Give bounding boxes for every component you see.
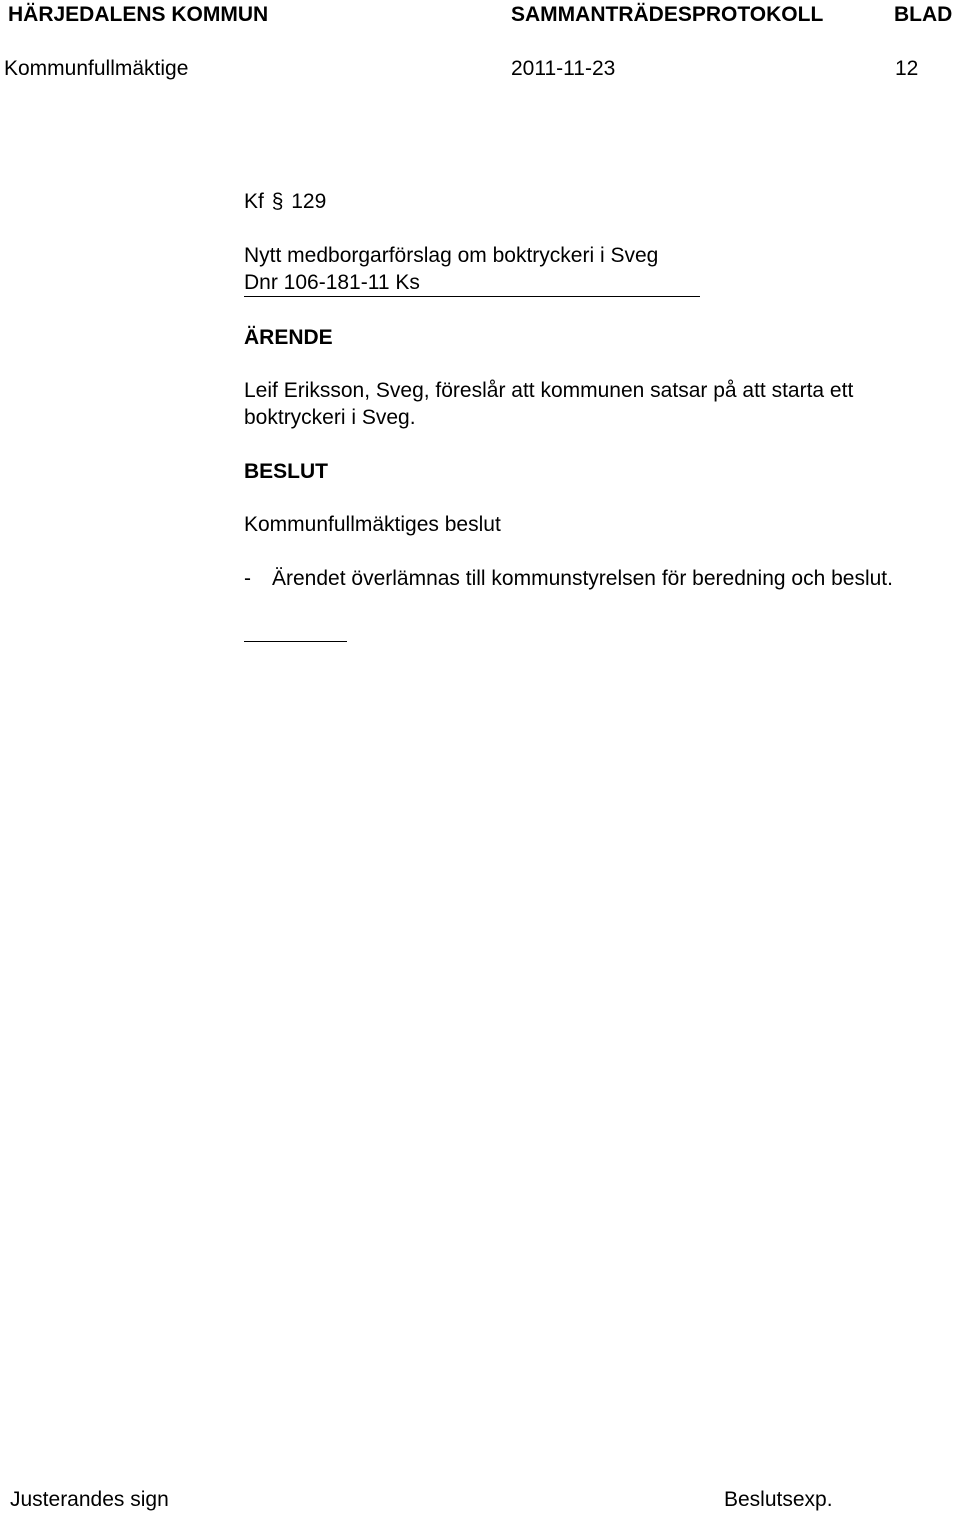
decision-item-text: Ärendet överlämnas till kommunstyrelsen för beredning och beslut. [272,567,893,590]
meeting-date: 2011-11-23 [511,57,616,80]
matter-heading: ÄRENDE [244,326,333,349]
end-of-section-rule [244,641,347,642]
footer-decision-dispatch: Beslutsexp. [724,1488,833,1511]
diary-number: Dnr 106-181-11 Ks [244,271,420,294]
decision-item [244,567,893,591]
paragraph-number: 129 [291,190,327,213]
organization-name: HÄRJEDALENS KOMMUN [8,3,269,26]
sheet-number: 12 [895,57,919,80]
paragraph-symbol: § [271,190,284,213]
matter-text-line-1: Leif Eriksson, Sveg, föreslår att kommunen satsar på att starta ett [244,379,854,402]
section-title: Nytt medborgarförslag om boktryckeri i Sveg [244,244,659,267]
decision-heading: BESLUT [244,460,328,483]
paragraph-reference [244,190,326,214]
document-type: SAMMANTRÄDESPROTOKOLL [511,3,824,26]
decision-intro: Kommunfullmäktiges beslut [244,513,501,536]
list-bullet: - [244,567,251,590]
meeting-body: Kommunfullmäktige [4,57,189,80]
matter-text-line-2: boktryckeri i Sveg. [244,406,416,429]
paragraph-prefix: Kf [244,190,264,213]
sheet-label: BLAD [894,3,953,26]
title-underline [244,296,700,297]
footer-adjuster-signature: Justerandes sign [10,1488,169,1511]
